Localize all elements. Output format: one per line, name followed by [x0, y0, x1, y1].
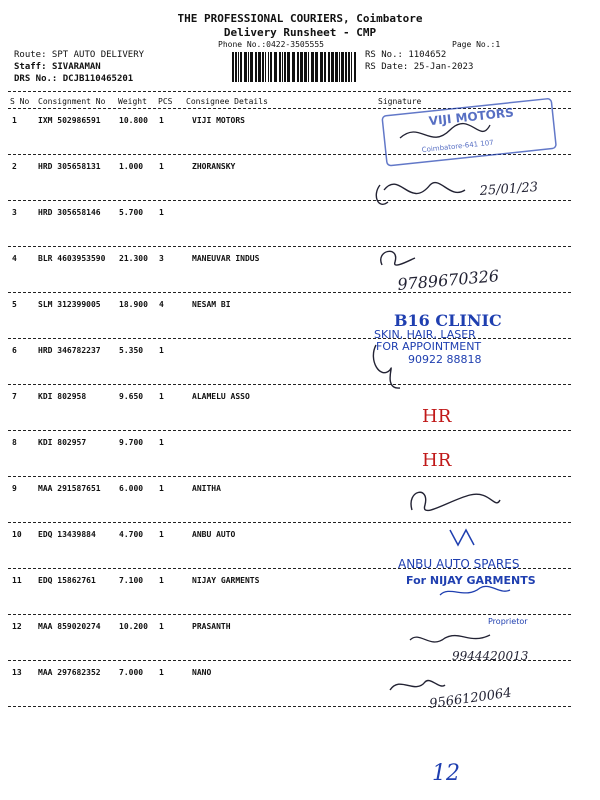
row-consignment: MAA 859020274	[38, 622, 101, 631]
barcode-bar	[335, 52, 338, 82]
row-sno: 3	[12, 208, 17, 217]
staff-name: SIVARAMAN	[51, 62, 101, 72]
handwritten-date: 25/01/23	[479, 179, 539, 199]
row-weight: 5.700	[119, 208, 144, 217]
row-consignment: MAA 297682352	[38, 668, 101, 677]
barcode-bar	[341, 52, 344, 82]
row-consignee: NESAM BI	[192, 300, 231, 309]
rs-number: RS No.: 1104652	[365, 50, 447, 60]
barcode-bar	[324, 52, 326, 82]
row-pcs: 1	[159, 346, 164, 355]
row-pcs: 4	[159, 300, 164, 309]
row-consignee: ZHORANSKY	[192, 162, 236, 171]
staff-label: Staff:	[14, 62, 52, 72]
barcode-bar	[232, 52, 234, 82]
row-pcs: 1	[159, 622, 164, 631]
row-pcs: 1	[159, 530, 164, 539]
row-consignment: EDQ 15862761	[38, 576, 96, 585]
route-label: Route: SPT AUTO DELIVERY	[14, 50, 145, 60]
row-consignment: KDI 802957	[38, 438, 87, 447]
row-consignment: HRD 305658146	[38, 208, 101, 217]
row-sno: 7	[12, 392, 17, 401]
barcode-bar	[292, 52, 295, 82]
col-signature: Signature	[378, 97, 422, 106]
barcode-bar	[255, 52, 257, 82]
signature-scribble	[440, 586, 510, 595]
handwritten-phone: 9944420013	[452, 649, 529, 663]
row-pcs: 1	[159, 162, 164, 171]
row-weight: 10.800	[119, 116, 148, 125]
barcode-bar	[311, 52, 314, 82]
row-consignee: NIJAY GARMENTS	[192, 576, 260, 585]
col-pcs: PCS	[158, 97, 173, 106]
col-consignment: Consignment No	[38, 97, 106, 106]
b16-line1: B16 CLINIC	[394, 311, 502, 330]
col-sno: S No	[10, 97, 30, 106]
row-sno: 12	[12, 622, 22, 631]
barcode-bar	[240, 52, 242, 82]
staff-field	[14, 62, 101, 72]
row-consignment: HRD 346782237	[38, 346, 101, 355]
barcode-bar	[304, 52, 307, 82]
b16-line2: SKIN, HAIR, LASER	[374, 328, 476, 341]
b16-clinic-stamp	[374, 311, 502, 366]
row-consignee: NANO	[192, 668, 212, 677]
barcode-bar	[282, 52, 283, 82]
barcode-bar	[238, 52, 239, 82]
handwritten-phone: 9789670326	[396, 266, 500, 294]
row-weight: 18.900	[119, 300, 148, 309]
company-name: THE PROFESSIONAL COURIERS, Coimbatore	[177, 12, 423, 25]
barcode-bar	[265, 52, 266, 82]
row-consignment: BLR 4603953590	[38, 254, 106, 263]
barcode-bar	[345, 52, 347, 82]
row-weight: 6.000	[119, 484, 144, 493]
row-consignment: IXM 502986591	[38, 116, 101, 125]
nijay-stamp: For NIJAY GARMENTS	[406, 574, 536, 587]
row-consignee: ANITHA	[192, 484, 221, 493]
row-weight: 4.700	[119, 530, 144, 539]
row-sno: 9	[12, 484, 17, 493]
barcode-bar	[268, 52, 269, 82]
row-sno: 6	[12, 346, 17, 355]
row-weight: 9.650	[119, 392, 144, 401]
row-pcs: 1	[159, 484, 164, 493]
b16-line3: FOR APPOINTMENT	[376, 340, 482, 353]
barcode-bar	[300, 52, 303, 82]
signature-scribble	[390, 680, 445, 690]
barcode-bar	[262, 52, 264, 82]
barcode-bar	[297, 52, 299, 82]
barcode-bar	[248, 52, 249, 82]
drs-number: DRS No.: DCJB110465201	[14, 74, 134, 84]
row-pcs: 3	[159, 254, 164, 263]
rs-date: RS Date: 25-Jan-2023	[365, 62, 474, 72]
barcode-bar	[258, 52, 261, 82]
row-sno: 5	[12, 300, 17, 309]
signature-scribble	[381, 251, 415, 265]
row-weight: 7.100	[119, 576, 144, 585]
row-consignee: ALAMELU ASSO	[192, 392, 250, 401]
barcode-bar	[351, 52, 352, 82]
proprietor-label: Proprietor	[488, 617, 528, 626]
row-consignee: VIJI MOTORS	[192, 116, 245, 125]
row-weight: 7.000	[119, 668, 144, 677]
row-sno: 13	[12, 668, 22, 677]
barcode-bar	[270, 52, 272, 82]
row-consignment: KDI 802958	[38, 392, 87, 401]
barcode	[232, 52, 360, 82]
signature-scribble	[376, 183, 465, 205]
viji-motors-stamp	[382, 98, 556, 165]
row-consignee: MANEUVAR INDUS	[192, 254, 260, 263]
signature-scribble	[411, 492, 500, 510]
document-title: Delivery Runsheet - CMP	[223, 26, 377, 39]
page-number: Page No.:1	[452, 40, 501, 49]
barcode-bar	[348, 52, 350, 82]
barcode-bar	[287, 52, 290, 82]
viji-stamp-sub: Coimbatore-641 107	[421, 138, 495, 155]
barcode-bar	[328, 52, 330, 82]
row-consignee: ANBU AUTO	[192, 530, 236, 539]
b16-line4: 90922 88818	[408, 353, 482, 366]
row-pcs: 1	[159, 576, 164, 585]
signature-area	[370, 90, 600, 800]
handwritten-hr: HR	[422, 406, 452, 427]
row-pcs: 1	[159, 116, 164, 125]
row-consignee: PRASANTH	[192, 622, 231, 631]
row-pcs: 1	[159, 438, 164, 447]
col-consignee: Consignee Details	[186, 97, 268, 106]
row-consignment: HRD 305658131	[38, 162, 101, 171]
barcode-bar	[331, 52, 334, 82]
row-consignment: MAA 291587651	[38, 484, 101, 493]
phone-number: Phone No.:0422-3505555	[218, 40, 324, 49]
barcode-bar	[320, 52, 323, 82]
row-pcs: 1	[159, 668, 164, 677]
row-weight: 21.300	[119, 254, 148, 263]
handwritten-footer-number: 12	[432, 761, 460, 786]
row-pcs: 1	[159, 392, 164, 401]
row-weight: 5.350	[119, 346, 144, 355]
col-weight: Weight	[118, 97, 147, 106]
row-weight: 1.000	[119, 162, 144, 171]
barcode-bar	[308, 52, 309, 82]
row-sno: 11	[12, 576, 22, 585]
handwritten-phone: 9566120064	[428, 685, 513, 712]
stamp-logo-icon	[450, 530, 474, 545]
barcode-bar	[284, 52, 286, 82]
row-sno: 1	[12, 116, 17, 125]
handwritten-hr: HR	[422, 450, 452, 471]
row-weight: 10.200	[119, 622, 148, 631]
row-weight: 9.700	[119, 438, 144, 447]
barcode-bar	[279, 52, 281, 82]
row-consignment: EDQ 13439884	[38, 530, 96, 539]
viji-stamp-title: VIJI MOTORS	[428, 105, 515, 129]
barcode-bar	[274, 52, 277, 82]
barcode-bar	[235, 52, 237, 82]
row-consignment: SLM 312399005	[38, 300, 101, 309]
row-pcs: 1	[159, 208, 164, 217]
signature-scribble	[410, 635, 490, 642]
row-sno: 4	[12, 254, 17, 263]
barcode-bar	[244, 52, 247, 82]
barcode-bar	[250, 52, 253, 82]
barcode-bar	[315, 52, 318, 82]
row-sno: 2	[12, 162, 17, 171]
anbu-stamp: ANBU AUTO SPARES	[398, 557, 520, 571]
barcode-bar	[354, 52, 356, 82]
row-sno: 10	[12, 530, 22, 539]
row-sno: 8	[12, 438, 17, 447]
barcode-bar	[339, 52, 340, 82]
